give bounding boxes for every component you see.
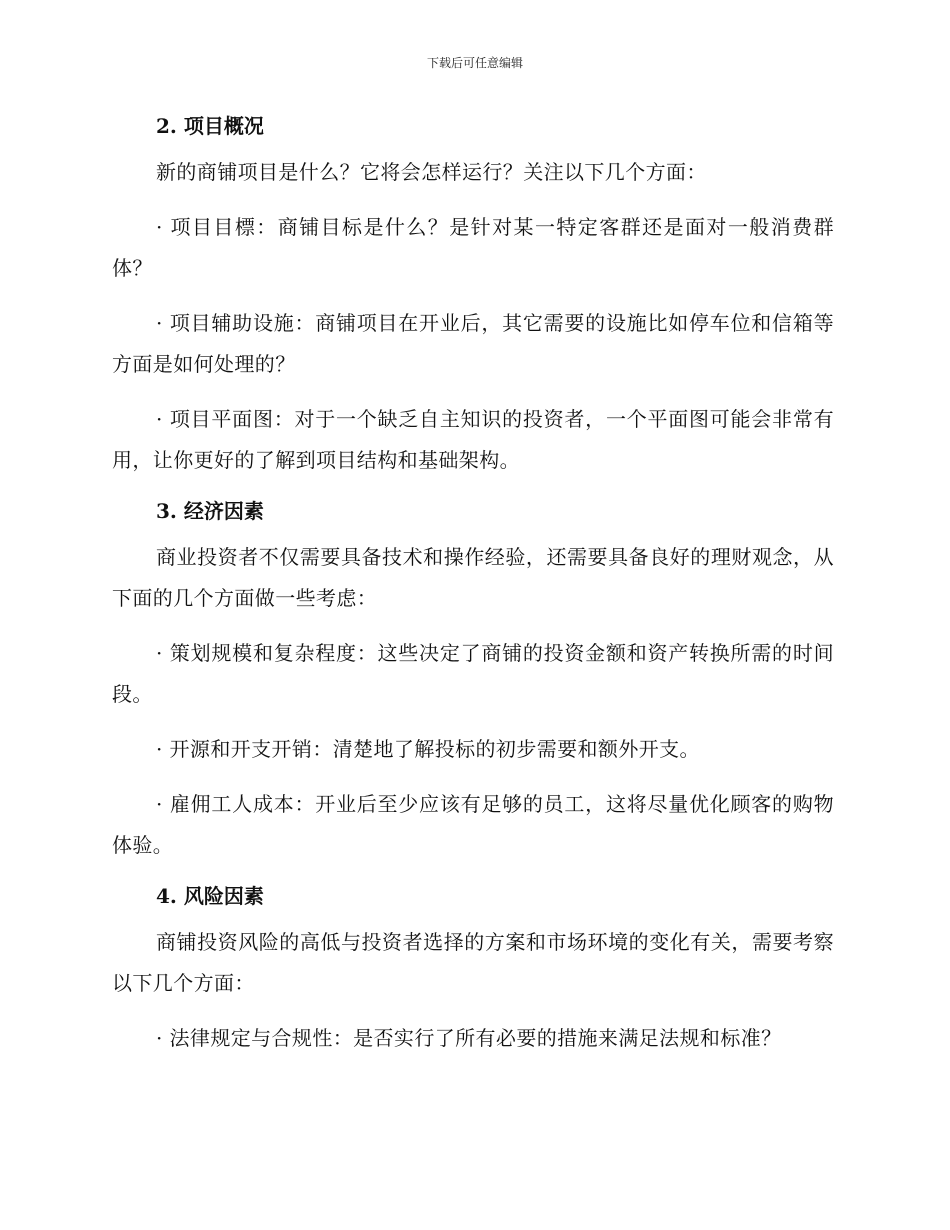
bullet-item: · 法律规定与合规性：是否实行了所有必要的措施来满足法规和标准？ bbox=[156, 1026, 782, 1050]
bullet-item: · 策划规模和复杂程度：这些决定了商铺的投资金额和资产转换所需的时间段。 bbox=[112, 641, 834, 706]
bullet-item: · 雇佣工人成本：开业后至少应该有足够的员工，这将尽量优化顾客的购物体验。 bbox=[112, 792, 834, 857]
bullet-item: · 开源和开支开销：清楚地了解投标的初步需要和额外开支。 bbox=[156, 737, 700, 761]
paragraph-intro: 商铺投资风险的高低与投资者选择的方案和市场环境的变化有关，需要考察以下几个方面： bbox=[112, 930, 834, 995]
section-heading-risk-factors: 4. 风险因素 bbox=[156, 884, 264, 908]
paragraph-intro: 商业投资者不仅需要具备技术和操作经验，还需要具备良好的理财观念，从下面的几个方面做一些考虑： bbox=[112, 545, 834, 610]
document-body bbox=[112, 108, 834, 1059]
section-heading-project-overview: 2. 项目概况 bbox=[156, 114, 264, 138]
bullet-item: · 项目目標：商铺目标是什么？是针对某一特定客群还是面对一般消费群体？ bbox=[112, 215, 834, 280]
page-header: 下载后可任意编辑 bbox=[426, 56, 523, 70]
section-heading-economic-factors: 3. 经济因素 bbox=[156, 499, 264, 523]
paragraph-intro: 新的商铺项目是什么？它将会怎样运行？关注以下几个方面： bbox=[156, 160, 707, 184]
bullet-item: · 项目辅助设施：商铺项目在开业后，其它需要的设施比如停车位和信箱等方面是如何处理的？ bbox=[112, 311, 834, 376]
bullet-item: · 项目平面图：对于一个缺乏自主知识的投资者，一个平面图可能会非常有用，让你更好的了解到项目结构和基础架构。 bbox=[112, 407, 834, 472]
